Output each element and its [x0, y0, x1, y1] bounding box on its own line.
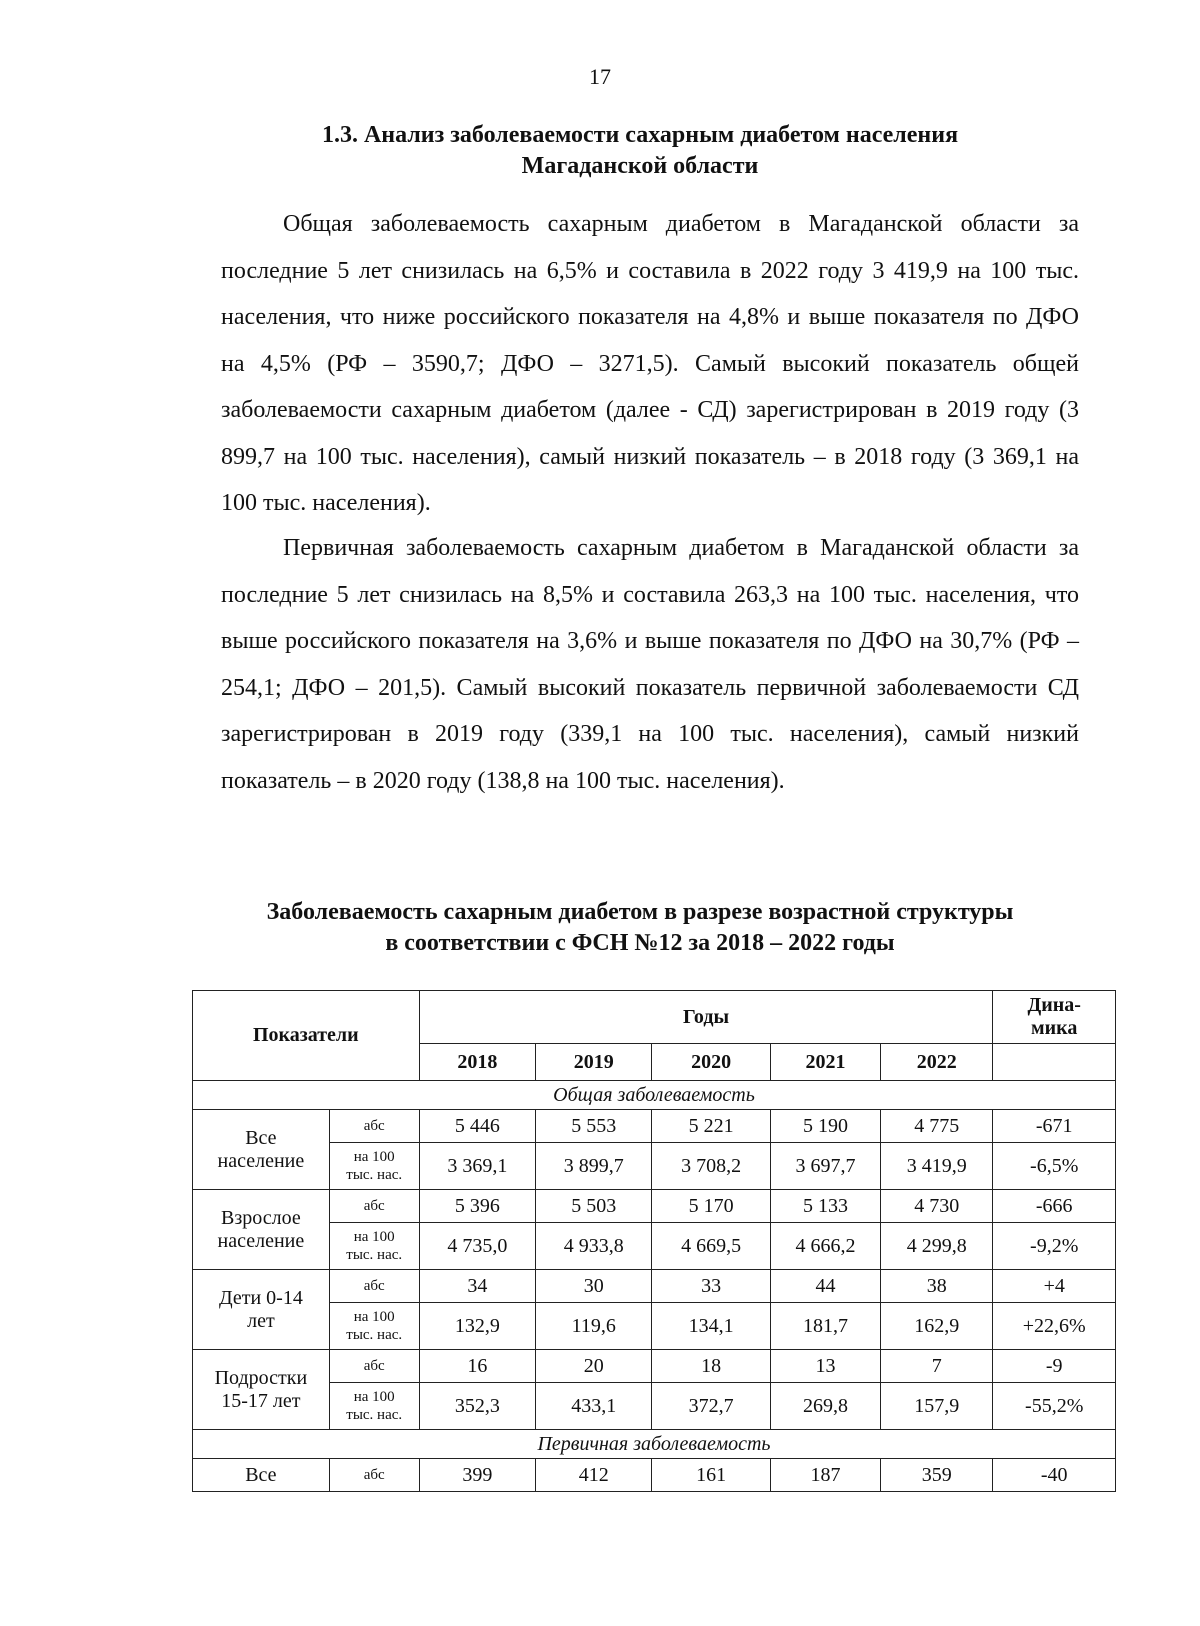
group-name	[193, 1270, 330, 1350]
header-dynamics	[993, 991, 1116, 1044]
unit-rate-line-2: тыс. нас.	[346, 1327, 403, 1343]
table-cell: 13	[770, 1350, 880, 1383]
unit-abs: абс	[329, 1350, 419, 1383]
group-name-line-2: лет	[247, 1309, 275, 1332]
unit-abs: абс	[329, 1270, 419, 1303]
table-cell: 5 221	[652, 1110, 770, 1143]
dynamics-empty-cell	[993, 1044, 1116, 1081]
table-cell: 18	[652, 1350, 770, 1383]
section-label-primary: Первичная заболеваемость	[193, 1430, 1116, 1459]
table-cell: 157,9	[881, 1383, 993, 1430]
group-name-line-1: Дети 0-14	[218, 1286, 303, 1309]
table-cell: 359	[881, 1459, 993, 1492]
unit-rate-line-1: на 100	[353, 1149, 395, 1165]
section-row-general	[193, 1081, 1116, 1110]
table-cell: 5 553	[536, 1110, 652, 1143]
table-header-row	[193, 991, 1116, 1044]
table-title-line-2: в соответствии с ФСН №12 за 2018 – 2022 годы	[385, 930, 895, 956]
dynamics-cell: -9,2%	[993, 1223, 1116, 1270]
table-cell: 4 735,0	[419, 1223, 535, 1270]
dynamics-cell: -40	[993, 1459, 1116, 1492]
table-cell: 134,1	[652, 1303, 770, 1350]
unit-rate-line-1: на 100	[353, 1309, 395, 1325]
table-title-line-1: Заболеваемость сахарным диабетом в разрезе возрастной структуры	[266, 899, 1014, 925]
group-name-line-1: Все	[245, 1126, 277, 1149]
table-cell: 433,1	[536, 1383, 652, 1430]
table-cell: 3 369,1	[419, 1143, 535, 1190]
table-cell: 412	[536, 1459, 652, 1492]
table-row	[193, 1350, 1116, 1383]
group-name-line-2: 15-17 лет	[221, 1389, 301, 1412]
table-cell: 5 190	[770, 1110, 880, 1143]
morbidity-table	[192, 990, 1116, 1492]
table-cell: 3 697,7	[770, 1143, 880, 1190]
year-header: 2019	[536, 1044, 652, 1081]
year-header: 2021	[770, 1044, 880, 1081]
table-cell: 187	[770, 1459, 880, 1492]
section-title-line-1: 1.3. Анализ заболеваемости сахарным диабетом населения	[321, 122, 959, 148]
table-cell: 3 419,9	[881, 1143, 993, 1190]
group-name	[193, 1190, 330, 1270]
table-cell: 162,9	[881, 1303, 993, 1350]
table-cell: 372,7	[652, 1383, 770, 1430]
dynamics-cell: +4	[993, 1270, 1116, 1303]
table-row	[193, 1110, 1116, 1143]
group-name	[193, 1350, 330, 1430]
unit-rate-line-1: на 100	[353, 1389, 395, 1405]
table-row	[193, 1190, 1116, 1223]
table-cell: 4 775	[881, 1110, 993, 1143]
unit-rate-line-2: тыс. нас.	[346, 1407, 403, 1423]
unit-abs: абс	[329, 1190, 419, 1223]
section-title	[200, 120, 1080, 182]
group-name: Все	[193, 1459, 330, 1492]
table-cell: 5 170	[652, 1190, 770, 1223]
dynamics-cell: -671	[993, 1110, 1116, 1143]
table-cell: 4 669,5	[652, 1223, 770, 1270]
unit-rate-line-1: на 100	[353, 1229, 395, 1245]
table-cell: 132,9	[419, 1303, 535, 1350]
table-row	[193, 1223, 1116, 1270]
unit-rate-line-2: тыс. нас.	[346, 1247, 403, 1263]
table-row	[193, 1383, 1116, 1430]
page-number: 17	[589, 64, 611, 89]
table-cell: 269,8	[770, 1383, 880, 1430]
table-row	[193, 1143, 1116, 1190]
group-name-line-1: Взрослое	[221, 1206, 301, 1229]
paragraph-general-morbidity: Общая заболеваемость сахарным диабетом в Магаданской области за последние 5 лет снизилась на 6,5% и составила в 2022 году 3 419,9 на 100 тыс. населения, что ниже российского показателя на 4,8% и выше показателя по ДФО на 4,5% (РФ – 3590,7; ДФО – 3271,5). Самый высокий показатель общей заболеваемости сахарным диабетом (далее - СД) зарегистрирован в 2019 году (3 899,7 на 100 тыс. населения), самый низкий показатель – в 2018 году (3 369,1 на 100 тыс. населения).	[221, 211, 1079, 516]
table-row	[193, 1303, 1116, 1350]
header-dynamics-line-1: Дина-	[1027, 994, 1081, 1016]
table-cell: 352,3	[419, 1383, 535, 1430]
unit-abs: абс	[329, 1110, 419, 1143]
unit-rate	[329, 1303, 419, 1350]
table-row	[193, 1459, 1116, 1492]
table-cell: 161	[652, 1459, 770, 1492]
unit-rate	[329, 1383, 419, 1430]
dynamics-cell: -9	[993, 1350, 1116, 1383]
table-cell: 4 299,8	[881, 1223, 993, 1270]
table-cell: 4 666,2	[770, 1223, 880, 1270]
table-cell: 3 708,2	[652, 1143, 770, 1190]
section-title-line-2: Магаданской области	[521, 153, 759, 179]
unit-rate	[329, 1223, 419, 1270]
table-cell: 34	[419, 1270, 535, 1303]
table-cell: 5 446	[419, 1110, 535, 1143]
unit-rate-line-2: тыс. нас.	[346, 1167, 403, 1183]
table-cell: 16	[419, 1350, 535, 1383]
year-header: 2018	[419, 1044, 535, 1081]
table-cell: 38	[881, 1270, 993, 1303]
section-row-primary	[193, 1430, 1116, 1459]
table-cell: 20	[536, 1350, 652, 1383]
table-cell: 181,7	[770, 1303, 880, 1350]
header-indicators: Показатели	[193, 991, 420, 1081]
table-cell: 3 899,7	[536, 1143, 652, 1190]
paragraph-primary-morbidity: Первичная заболеваемость сахарным диабетом в Магаданской области за последние 5 лет снизилась на 8,5% и составила 263,3 на 100 тыс. населения, что выше российского показателя на 3,6% и выше показателя по ДФО на 30,7% (РФ – 254,1; ДФО – 201,5). Самый высокий показатель первичной заболеваемости СД зарегистрирован в 2019 году (339,1 на 100 тыс. населения), самый низкий показатель – в 2020 году (138,8 на 100 тыс. населения).	[221, 535, 1079, 794]
year-header: 2020	[652, 1044, 770, 1081]
group-name-line-2: население	[217, 1229, 305, 1252]
header-years: Годы	[419, 991, 993, 1044]
table-cell: 7	[881, 1350, 993, 1383]
unit-rate	[329, 1143, 419, 1190]
group-name	[193, 1110, 330, 1190]
table-cell: 119,6	[536, 1303, 652, 1350]
table-cell: 5 503	[536, 1190, 652, 1223]
year-header: 2022	[881, 1044, 993, 1081]
header-dynamics-line-2: мика	[1031, 1017, 1078, 1039]
table-row	[193, 1270, 1116, 1303]
table-cell: 399	[419, 1459, 535, 1492]
table-cell: 5 133	[770, 1190, 880, 1223]
table-cell: 4 933,8	[536, 1223, 652, 1270]
table-cell: 44	[770, 1270, 880, 1303]
table-cell: 5 396	[419, 1190, 535, 1223]
dynamics-cell: -6,5%	[993, 1143, 1116, 1190]
group-name-line-2: население	[217, 1149, 305, 1172]
table-cell: 33	[652, 1270, 770, 1303]
section-label-general: Общая заболеваемость	[193, 1081, 1116, 1110]
table-cell: 30	[536, 1270, 652, 1303]
dynamics-cell: +22,6%	[993, 1303, 1116, 1350]
table-cell: 4 730	[881, 1190, 993, 1223]
dynamics-cell: -666	[993, 1190, 1116, 1223]
dynamics-cell: -55,2%	[993, 1383, 1116, 1430]
table-title	[190, 897, 1090, 959]
unit-abs: абс	[329, 1459, 419, 1492]
group-name-line-1: Подростки	[214, 1366, 308, 1389]
